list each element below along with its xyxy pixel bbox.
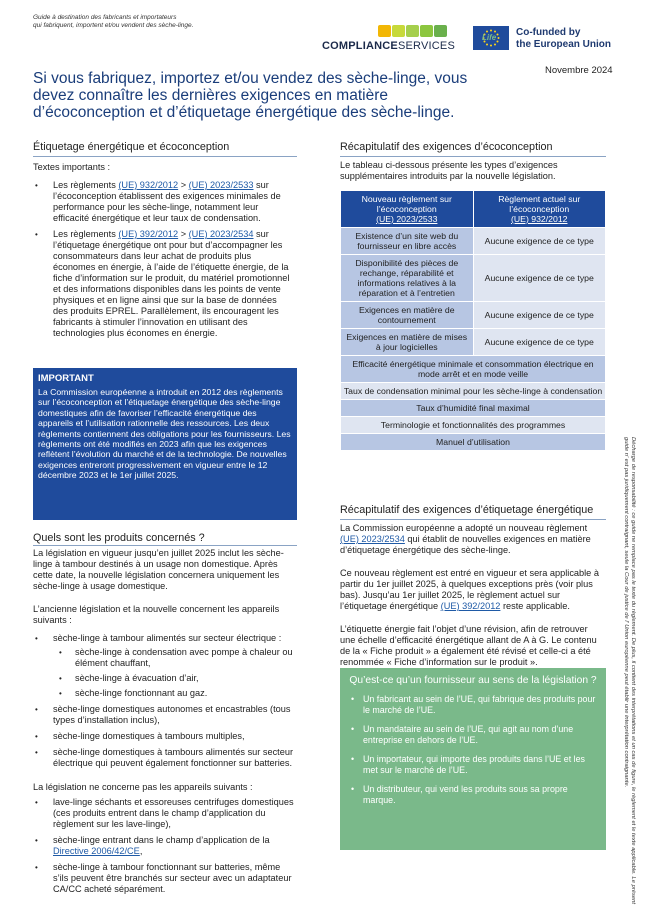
link-2023-2534-summary[interactable]: (UE) 2023/2534: [340, 534, 405, 544]
section-rule: [340, 519, 606, 520]
list-item: • sèche-linge à évacuation d’air,: [53, 673, 295, 684]
guide-subtitle: Guide à destination des fabricants et importateurs qui fabriquent, importent et/ou vendent des sèche-linge.: [33, 14, 194, 29]
table-header-row: [341, 191, 606, 228]
table-header-new: Nouveau règlement sur l’écoconception (UE) 2023/2533: [341, 191, 474, 228]
table-row: Taux de condensation minimal pour les sèche-linge à condensation: [341, 383, 606, 400]
section-rule: [33, 156, 297, 157]
list-item: • Un fabricant au sein de l’UE, qui fabrique des produits pour le marché de l’UE.: [348, 694, 600, 716]
table-row: Exigences en matière de mises à jour logicielles Aucune exigence de ce type: [341, 329, 606, 356]
table-row: Existence d’un site web du fournisseur en libre accès Aucune exigence de ce type: [341, 228, 606, 255]
link-932-2012-table[interactable]: (UE) 932/2012: [510, 214, 568, 224]
list-item: • sèche-linge domestiques à tambours multiples,: [33, 731, 295, 742]
paragraph-entry-into-force: Ce nouveau règlement est entré en vigueur et sera applicable à partir du 1er juillet 2025, à quelques exceptions près (voir plus bas). Jusqu’au 1er juillet 2025, le règlement actuel sur l’étiquetage énergétique (UE) 392/2012 reste applicable.: [340, 568, 599, 611]
list-item: • Un importateur, qui importe des produits dans l’UE et les met sur le marché de l’UE.: [348, 754, 600, 776]
page-title: Si vous fabriquez, importez et/ou vendez des sèche-linge, vous devez connaître les dernières exigences en matière d’écoconception et d’étiquetage énergétique des sèche-linge.: [33, 70, 468, 121]
eu-cofunded-text: Co-funded by the European Union: [516, 27, 611, 50]
table-row: Efficacité énergétique minimale et consommation électrique en mode arrêt et en mode veille: [341, 356, 606, 383]
section-rule: [33, 545, 297, 546]
supplier-definition-box: [340, 668, 606, 850]
link-2023-2533-table[interactable]: (UE) 2023/2533: [376, 214, 438, 224]
important-box: [33, 368, 297, 520]
list-item: • sèche-linge à condensation avec pompe à chaleur ou élément chauffant,: [53, 647, 295, 669]
paragraph-table-intro: Le tableau ci-dessous présente les types d’exigences supplémentaires introduits par la nouvelle législation.: [340, 160, 558, 181]
link-932-2012[interactable]: (UE) 932/2012: [118, 180, 179, 190]
supplier-list: [348, 694, 600, 814]
link-392-2012[interactable]: (UE) 392/2012: [118, 229, 179, 239]
paragraph-new-regulation: La Commission européenne a adopté un nouveau règlement (UE) 2023/2534 qui établit de nouvelles exigences en matière d’étiquetage énergétique des sèche-linge.: [340, 523, 591, 555]
disclaimer-text: Décharge de responsabilité : ce guide ne remplace pas le texte du règlement. De plus, il contient des interprétations et un cas de figure, le règlement et le texte applicable. Le présent guide n’ est pas juridiquement contraignant, seule la Cour de justice de l’ Union européenne peut établir une interprétation contraignante.: [623, 437, 636, 904]
list-item: • lave-linge séchants et essoreuses centrifuges domestiques (ces produits entrent dans le champ d’application du règlement sur les lave-linge),: [33, 797, 295, 830]
list-item: • sèche-linge à tambour alimentés sur secteur électrique : • sèche-linge à condensation avec pompe à chaleur ou élément chauffant, • sèche-linge à évacuation d’air, • sèche-linge fonctionnant au gaz.: [33, 633, 295, 699]
sub-list: [53, 647, 295, 699]
list-item: • Les règlements (UE) 392/2012 > (UE) 2023/2534 sur l’étiquetage énergétique ont pour but d’accompagner les consommateurs dans leur achat de produits plus économes en énergie, à l’aide de l’étiquette énergie, de la fiche d’information sur le produit, du matériel promotionnel et des informations disponibles dans les points de vente physiques et en ligne ainsi que sur la base de données des produits EPREL. Parallèlement, ils encouragent les fabricants à stimuler l’innovation en utilisant des technologies plus économes en énergie.: [33, 229, 293, 339]
list-item: • Un distributeur, qui vend les produits sous sa propre marque.: [348, 784, 600, 806]
table-row: Manuel d’utilisation: [341, 434, 606, 451]
compliance-logo-icon: [368, 23, 458, 39]
important-text: La Commission européenne a introduit en 2012 des règlements sur l’écoconception et l’étiquetage énergétique des sèche-linge domestiques afin de favoriser l’efficacité énergétique des appareils et l’utilisation rationnelle des ressources. Les deux règlements contiennent des obligations pour les fournisseurs. Les règlements ont été modifiés en 2023 afin que les exigences reflètent l’évolution du marché et de la technologie. De nouvelles exigences entreront progressivement en vigueur entre le 12 décembre 2023 et le 1er juillet 2025.: [38, 387, 291, 481]
table-row: Taux d’humidité final maximal: [341, 400, 606, 417]
list-item: • Les règlements (UE) 932/2012 > (UE) 2023/2533 sur l’écoconception établissent des exigences minimales de performance pour les sèche-linge, notamment leur efficacité énergétique et leur taux de condensation.: [33, 180, 293, 224]
section-heading-labeling: Étiquetage énergétique et écoconception: [33, 141, 230, 153]
list-item: • sèche-linge entrant dans le champ d’application de la Directive 2006/42/CE,: [33, 835, 295, 857]
section-rule: [340, 156, 606, 157]
important-texts-label: Textes importants :: [33, 162, 111, 172]
paragraph-concerned: L’ancienne législation et la nouvelle concernent les appareils suivants :: [33, 604, 280, 625]
compliance-logo-text: COMPLIANCESERVICES: [322, 40, 455, 52]
list-item: • sèche-linge fonctionnant au gaz.: [53, 688, 295, 699]
section-heading-labeling-summary: Récapitulatif des exigences d’étiquetage énergétique: [340, 504, 594, 516]
paragraph-scope: La législation en vigueur jusqu’en juillet 2025 inclut les sèche-linge à tambour destinés à un usage non domestique. Après cette date, la nouvelle législation concernera uniquement les sèche-linge à usage domestique.: [33, 548, 284, 591]
link-392-2012-summary[interactable]: (UE) 392/2012: [440, 601, 501, 611]
important-title: IMPORTANT: [38, 373, 94, 384]
link-2023-2533[interactable]: (UE) 2023/2533: [188, 180, 254, 190]
table-row: Exigences en matière de contournement Aucune exigence de ce type: [341, 302, 606, 329]
doc-date: Novembre 2024: [545, 65, 613, 76]
paragraph-label-revision: L’étiquette énergie fait l’objet d’une révision, afin de retrouver une échelle d’efficacité énergétique allant de A à G. Le contenu de la « Fiche produit » a également été révisé et celle-ci a été renommée « Fiche d’information sur le produit ».: [340, 624, 597, 667]
link-directive-2006-42[interactable]: Directive 2006/42/CE: [53, 846, 140, 856]
link-2023-2534[interactable]: (UE) 2023/2534: [188, 229, 254, 239]
list-item: • Un mandataire au sein de l’UE, qui agit au nom d’une entreprise en dehors de l’UE.: [348, 724, 600, 746]
table-row: Disponibilité des pièces de rechange, réparabilité et informations relatives à la réparation et à l’entretien Aucune exigence de ce type: [341, 255, 606, 302]
ecodesign-requirements-table: [340, 190, 606, 451]
supplier-box-title: Qu’est-ce qu’un fournisseur au sens de la législation ?: [349, 675, 597, 686]
excluded-list: [33, 797, 295, 900]
table-row: Terminologie et fonctionnalités des programmes: [341, 417, 606, 434]
list-item: • sèche-linge domestiques à tambours alimentés sur secteur électrique qui peuvent également fonctionner sur batteries.: [33, 747, 295, 769]
eu-flag-icon: [473, 26, 509, 50]
section-heading-ecodesign: Récapitulatif des exigences d’écoconception: [340, 141, 553, 153]
life-label: Life: [482, 33, 497, 42]
regulations-list: [33, 180, 293, 344]
list-item: • sèche-linge à tambour fonctionnant sur batteries, même s’ils peuvent être branchés sur secteur avec un adaptateur CA/CC acheté séparément.: [33, 862, 295, 895]
concerned-list: [33, 633, 295, 774]
section-heading-products: Quels sont les produits concernés ?: [33, 532, 205, 544]
paragraph-not-concerned: La législation ne concerne pas les appareils suivants :: [33, 782, 253, 792]
table-header-current: Règlement actuel sur l’écoconception (UE) 932/2012: [473, 191, 606, 228]
list-item: • sèche-linge domestiques autonomes et encastrables (tous types d’installation inclus),: [33, 704, 295, 726]
